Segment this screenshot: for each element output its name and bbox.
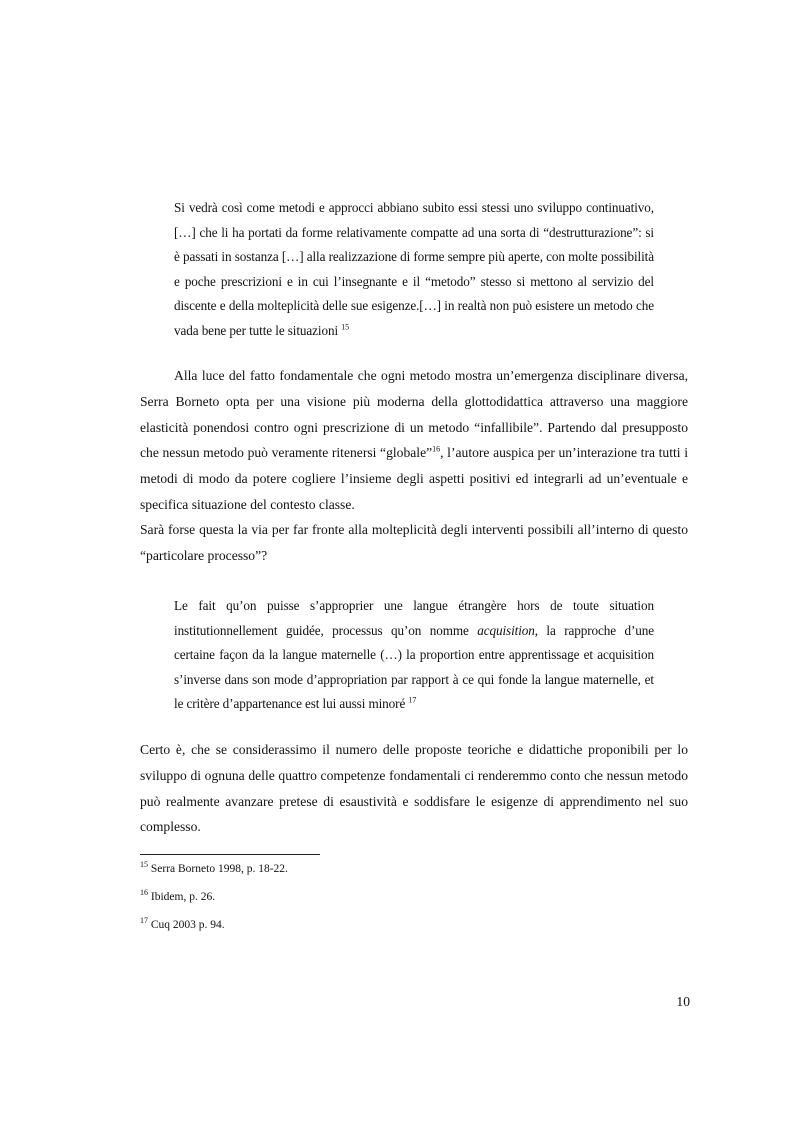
footnote-text: Serra Borneto 1998, p. 18-22. (150, 863, 288, 875)
footnote-text: Ibidem, p. 26. (150, 891, 216, 903)
paragraph-text-after: , l’autore auspica per un’interazione tra tutti i metodi di modo da potere cogliere l’insieme degli aspetti positivi ed integrarli ad un’eventuale e specifica situazione del contesto classe. (140, 445, 688, 512)
footnote-16 (140, 890, 215, 904)
block-quote-serra-borneto (174, 196, 654, 343)
block-quote-cuq (174, 594, 654, 717)
quote-text-after: , la rapproche d’une certaine façon da la langue maternelle (…) la proportion entre apprentissage et acquisition s’inverse dans son mode d’appropriation par rapport à ce qui fonde la langue maternelle, et le critère d’appartenance est lui aussi minoré (174, 622, 655, 711)
footnote-ref-15: 15 (341, 322, 350, 332)
paragraph-alla-luce (140, 363, 688, 518)
quote-body: Si vedrà così come metodi e approcci abbiano subito essi stessi uno sviluppo continuativo, […] che li ha portati da forme relativamente compatte ad una sorta di “destrutturazione”: si è passati in sostanza […] alla realizzazione di forme sempre più aperte, con molte possibilità e poche prescrizioni e in cui l’insegnante e il “metodo” stesso si mettono al servizio del discente e della molteplicità delle sue esigenze.[…] in realtà non può esistere un metodo che vada bene per tutte le situazioni (174, 200, 654, 338)
quote-text-before: Le fait qu’on puisse s’approprier une langue étrangère hors de toute situation institutionnellement guidée, processus qu’on nomme (174, 598, 654, 638)
footnote-17 (140, 918, 225, 932)
page-number: 10 (676, 994, 690, 1009)
footnote-number: 15 (140, 860, 148, 870)
paragraph-certo-e (140, 737, 688, 840)
footnote-15 (140, 862, 288, 876)
footnote-ref-17: 17 (408, 695, 417, 705)
footnote-number: 16 (140, 888, 148, 898)
quote-italic-term: acquisition (477, 622, 535, 638)
quote-text (174, 196, 654, 343)
paragraph-text: Sarà forse questa la via per far fronte alla molteplicità degli interventi possibili all’interno di questo “particolare processo”? (140, 522, 688, 563)
footnote-text: Cuq 2003 p. 94. (150, 919, 225, 931)
footnote-number: 17 (140, 916, 148, 926)
paragraph-sara-forse (140, 517, 688, 569)
footnote-divider (140, 854, 320, 855)
paragraph-text-before: Alla luce del fatto fondamentale che ogni metodo mostra un’emergenza disciplinare diversa, Serra Borneto opta per una visione più moderna della glottodidattica attraverso una maggiore elasticità ponendosi contro ogni prescrizione di un metodo “infallibile”. Partendo dal presupposto che nessun metodo può veramente ritenersi “globale” (140, 368, 688, 461)
paragraph-text: Certo è, che se considerassimo il numero delle proposte teoriche e didattiche proponibili per lo sviluppo di ognuna delle quattro competenze fondamentali ci renderemmo conto che nessun metodo può realmente avanzare pretese di esaustività e soddisfare le esigenze di apprendimento nel suo complesso. (140, 742, 688, 835)
footnote-ref-16: 16 (432, 444, 441, 454)
quote-text (174, 594, 654, 717)
